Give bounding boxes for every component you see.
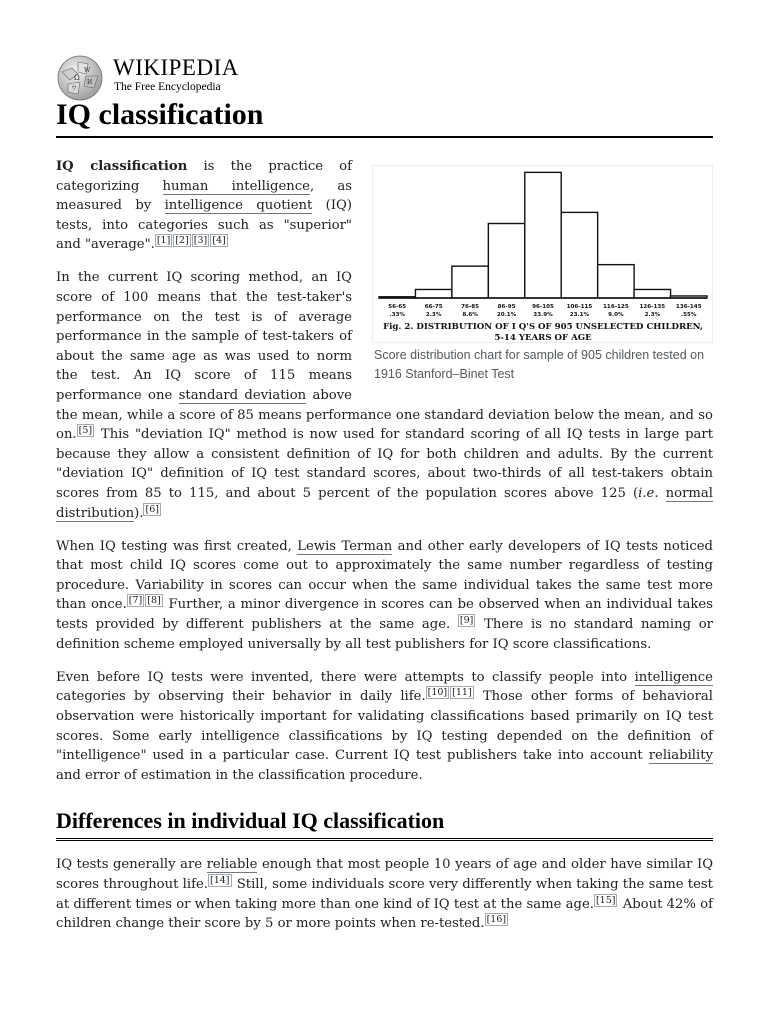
text: is the practice of categorizing — [56, 159, 352, 194]
svg-text:ウ: ウ — [71, 85, 78, 92]
text: Even before IQ tests were invented, there were attempts to classify people into — [56, 669, 635, 685]
wikipedia-globe-icon — [56, 54, 104, 102]
citation-6[interactable]: [6] — [145, 503, 159, 515]
link-reliable[interactable]: reliable — [206, 857, 258, 873]
citation-8[interactable]: [8] — [147, 595, 161, 607]
citation-10[interactable]: [10] — [427, 687, 448, 699]
histogram-bar — [525, 172, 561, 298]
citation-group — [485, 914, 510, 925]
text: When IQ testing was first created, — [56, 538, 298, 554]
chart-title-line1: Fig. 2. DISTRIBUTION OF I Q'S OF 905 UNSELECTED CHILDREN, — [383, 322, 703, 332]
x-tick-label: 136-145 — [675, 304, 702, 310]
svg-text:И: И — [87, 79, 93, 86]
figure-caption: Score distribution chart for sample of 905 children tested on 1916 Stanford–Binet Test — [374, 348, 705, 381]
text: Further, a minor divergence in scores can be observed when an individual takes tests provided by different publishers at the same age. — [56, 597, 713, 633]
page-title: IQ classification — [56, 96, 713, 138]
section-heading: Differences in individual IQ classification — [56, 807, 713, 841]
x-tick-label: 66-75 — [424, 304, 443, 310]
citation-3[interactable]: [3] — [193, 235, 208, 247]
text: IQ tests generally are — [56, 857, 207, 873]
citation-2[interactable]: [2] — [175, 235, 189, 247]
site-tagline: The Free Encyclopedia — [114, 81, 221, 93]
value-label: 20.1% — [496, 312, 517, 318]
histogram-bar — [452, 266, 488, 298]
text: and error of estimation in the classification procedure. — [56, 767, 423, 783]
link-standard-deviation[interactable]: standard deviation — [178, 388, 307, 404]
text: This "deviation IQ" method is now used for standard scoring of all IQ tests in large part because they allow a consistent definition of IQ for both children and adults. By the current "deviation IQ" definition of IQ test standard scores, about two-thirds of all test-takers obtain scores from 85 to 115, and about 5 percent of the population scores above 125 ( — [56, 427, 713, 501]
ie-abbrev: i.e. — [638, 486, 659, 501]
x-tick-label: 106-115 — [566, 304, 593, 310]
figure-iq-distribution — [372, 165, 713, 384]
x-tick-label: 86-95 — [497, 304, 516, 310]
link-reliability[interactable]: reliability — [648, 748, 713, 764]
citation-group — [426, 687, 475, 698]
figure-frame[interactable] — [372, 165, 713, 343]
value-label: 23.1% — [569, 312, 590, 318]
citation-5[interactable]: [5] — [78, 425, 93, 437]
site-brand[interactable] — [56, 52, 356, 100]
citation-group — [594, 895, 619, 906]
x-tick-label: 56-65 — [388, 304, 407, 310]
article-body — [56, 157, 713, 947]
iq-histogram-chart — [373, 166, 712, 342]
text — [659, 486, 666, 501]
text: enough that most people 10 years of age and older have similar IQ scores throughout life. — [56, 857, 714, 892]
text: (IQ) tests, into categories such as "superior" and "average". — [56, 198, 352, 253]
text: About 42% of children change their score by 5 or more points when re-tested. — [56, 896, 713, 932]
citation-1[interactable]: [1] — [156, 235, 171, 247]
citation-group — [127, 595, 164, 606]
citation-group — [208, 875, 233, 886]
citation-11[interactable]: [11] — [452, 687, 472, 699]
link-intelligence[interactable]: intelligence — [634, 669, 713, 685]
text: Those other forms of behavioral observation were historically important for validating classifications based primarily on IQ test scores. Some early intelligence classifications by IQ testing depended on the definition of "intelligence" used in a particular case. Current IQ test publishers take into account — [56, 689, 713, 764]
histogram-bar — [561, 212, 597, 298]
x-tick-label: 126-135 — [639, 304, 666, 310]
citation-group — [77, 425, 95, 436]
link-normal-distribution[interactable]: normal distribution — [56, 486, 713, 521]
citation-14[interactable]: [14] — [209, 874, 230, 886]
link-human-intelligence[interactable]: human intelligence — [162, 178, 310, 194]
section-paragraph-1 — [56, 855, 713, 933]
citation-group — [155, 235, 229, 246]
histogram-bar — [488, 224, 524, 298]
value-label: 9.0% — [608, 312, 624, 318]
wikipedia-wordmark: WIKIPEDIA — [113, 55, 239, 80]
chart-title-line2: 5-14 YEARS OF AGE — [494, 333, 592, 342]
text: , as measured by — [56, 178, 352, 214]
value-label: .33% — [389, 312, 405, 318]
text: In the current IQ scoring method, an IQ score of 100 means that the test-taker's performance on the test is of average performance in the sample of test-takers of about the same age as was used to norm the test. An IQ score of 115 means performance one — [56, 270, 352, 404]
histogram-bar — [634, 289, 670, 298]
text: There is no standard naming or definition scheme employed universally by all test publishers for IQ score classifications. — [56, 617, 713, 652]
text: above the mean, while a score of 85 means performance one standard deviation below the mean, and so on. — [56, 388, 713, 443]
citation-4[interactable]: [4] — [212, 235, 226, 247]
value-label: 8.6% — [462, 312, 478, 318]
article-term: IQ classification — [56, 159, 188, 174]
text: ). — [134, 505, 144, 521]
svg-text:Ω: Ω — [74, 74, 80, 82]
text: Still, some individuals score very differently when taking the same test at different times or when taking more than one kind of IQ test at the same age. — [56, 876, 713, 912]
lead-paragraph-4 — [56, 668, 713, 786]
link-lewis-terman[interactable]: Lewis Terman — [297, 538, 393, 554]
x-tick-label: 96-105 — [532, 304, 554, 310]
citation-group — [143, 504, 161, 515]
citation-16[interactable]: [16] — [486, 914, 507, 926]
histogram-bar — [598, 265, 634, 298]
citation-7[interactable]: [7] — [128, 595, 143, 607]
value-label: .55% — [681, 312, 697, 318]
link-intelligence-quotient[interactable]: intelligence quotient — [164, 198, 313, 214]
text: and other early developers of IQ tests noticed that most child IQ scores come out to approximately the same number regardless of testing procedure. Variability in scores can occur when the same individual takes the same test more than once. — [56, 538, 713, 613]
x-tick-label: 76-85 — [461, 304, 480, 310]
x-tick-label: 116-125 — [603, 304, 629, 310]
citation-15[interactable]: [15] — [595, 894, 616, 906]
value-label: 33.9% — [533, 312, 553, 318]
svg-text:W: W — [84, 67, 91, 74]
text: categories by observing their behavior in daily life. — [56, 689, 426, 705]
citation-9[interactable]: [9] — [459, 615, 474, 627]
lead-paragraph-3 — [56, 537, 713, 655]
citation-group — [458, 615, 476, 626]
value-label: 2.3% — [425, 312, 442, 318]
histogram-bar — [415, 289, 451, 298]
value-label: 2.3% — [644, 312, 661, 318]
